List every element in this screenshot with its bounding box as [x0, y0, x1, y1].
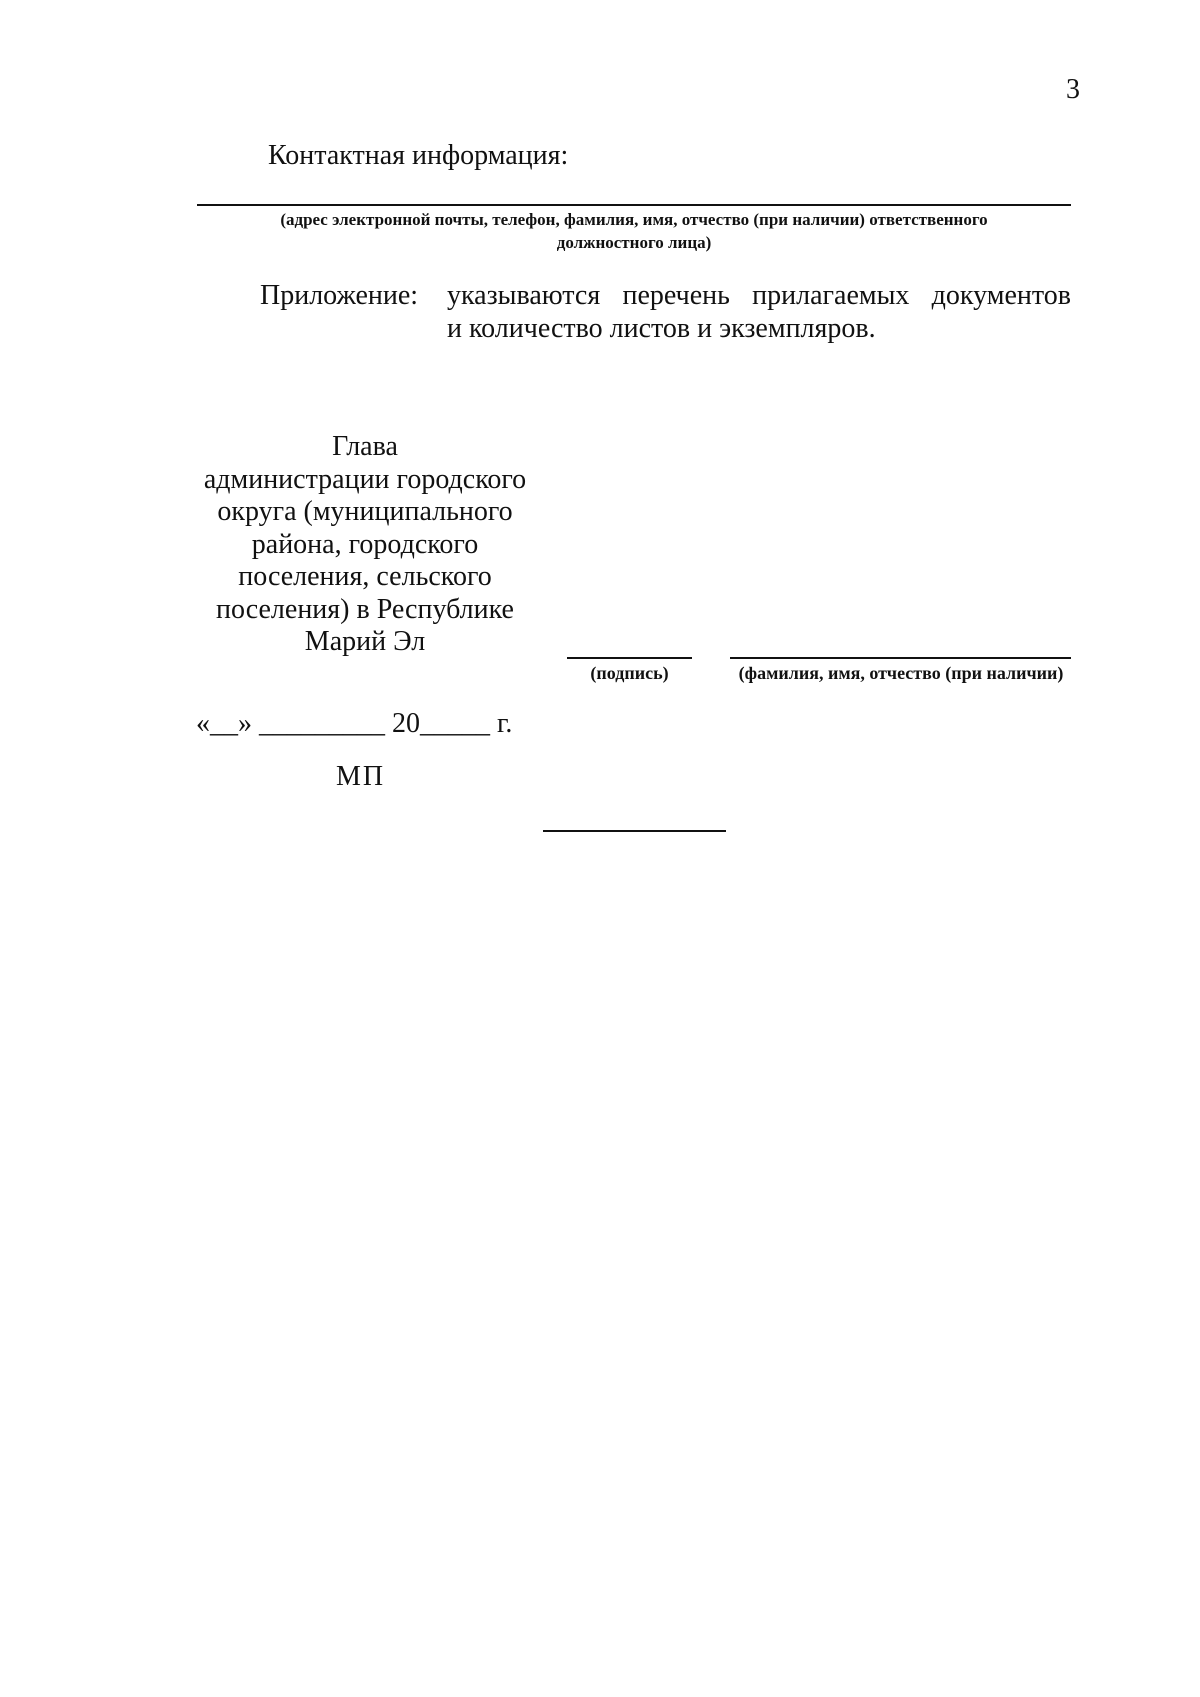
contact-info-fill-line [197, 204, 1071, 206]
stamp-place-label: МП [336, 761, 386, 792]
signature-caption: (подпись) [590, 663, 669, 683]
contact-info-label: Контактная информация: [268, 140, 569, 171]
full-name-caption: (фамилия, имя, отчество (при наличии) [738, 663, 1064, 683]
attachment-label: Приложение: [260, 280, 419, 311]
head-title-line: района, городского [251, 528, 479, 560]
page-number: 3 [1066, 74, 1080, 105]
contact-caption-line-2: должностного лица) [556, 233, 712, 252]
attachment-text-line-1: указываются перечень прилагаемых документов [447, 280, 1071, 311]
head-title-line: Марий Эл [304, 626, 426, 657]
head-title-line: округа (муниципального [217, 496, 513, 527]
document-end-line [543, 830, 726, 832]
full-name-fill-line [730, 657, 1071, 659]
head-title-line: Глава [332, 431, 398, 462]
attachment-text-line-2: и количество листов и экземпляров. [447, 313, 876, 344]
head-of-administration-title [190, 431, 540, 659]
head-title-line: администрации городского [203, 463, 527, 495]
head-title-line: поселения) в Республике [216, 593, 514, 625]
date-line: «__» _________ 20_____ г. [196, 708, 513, 739]
head-title-line: поселения, сельского [238, 561, 492, 592]
signature-fill-line [567, 657, 692, 659]
contact-caption-line-1: (адрес электронной почты, телефон, фамилия, имя, отчество (при наличии) ответственного [280, 210, 988, 229]
contact-info-caption [197, 208, 1071, 254]
